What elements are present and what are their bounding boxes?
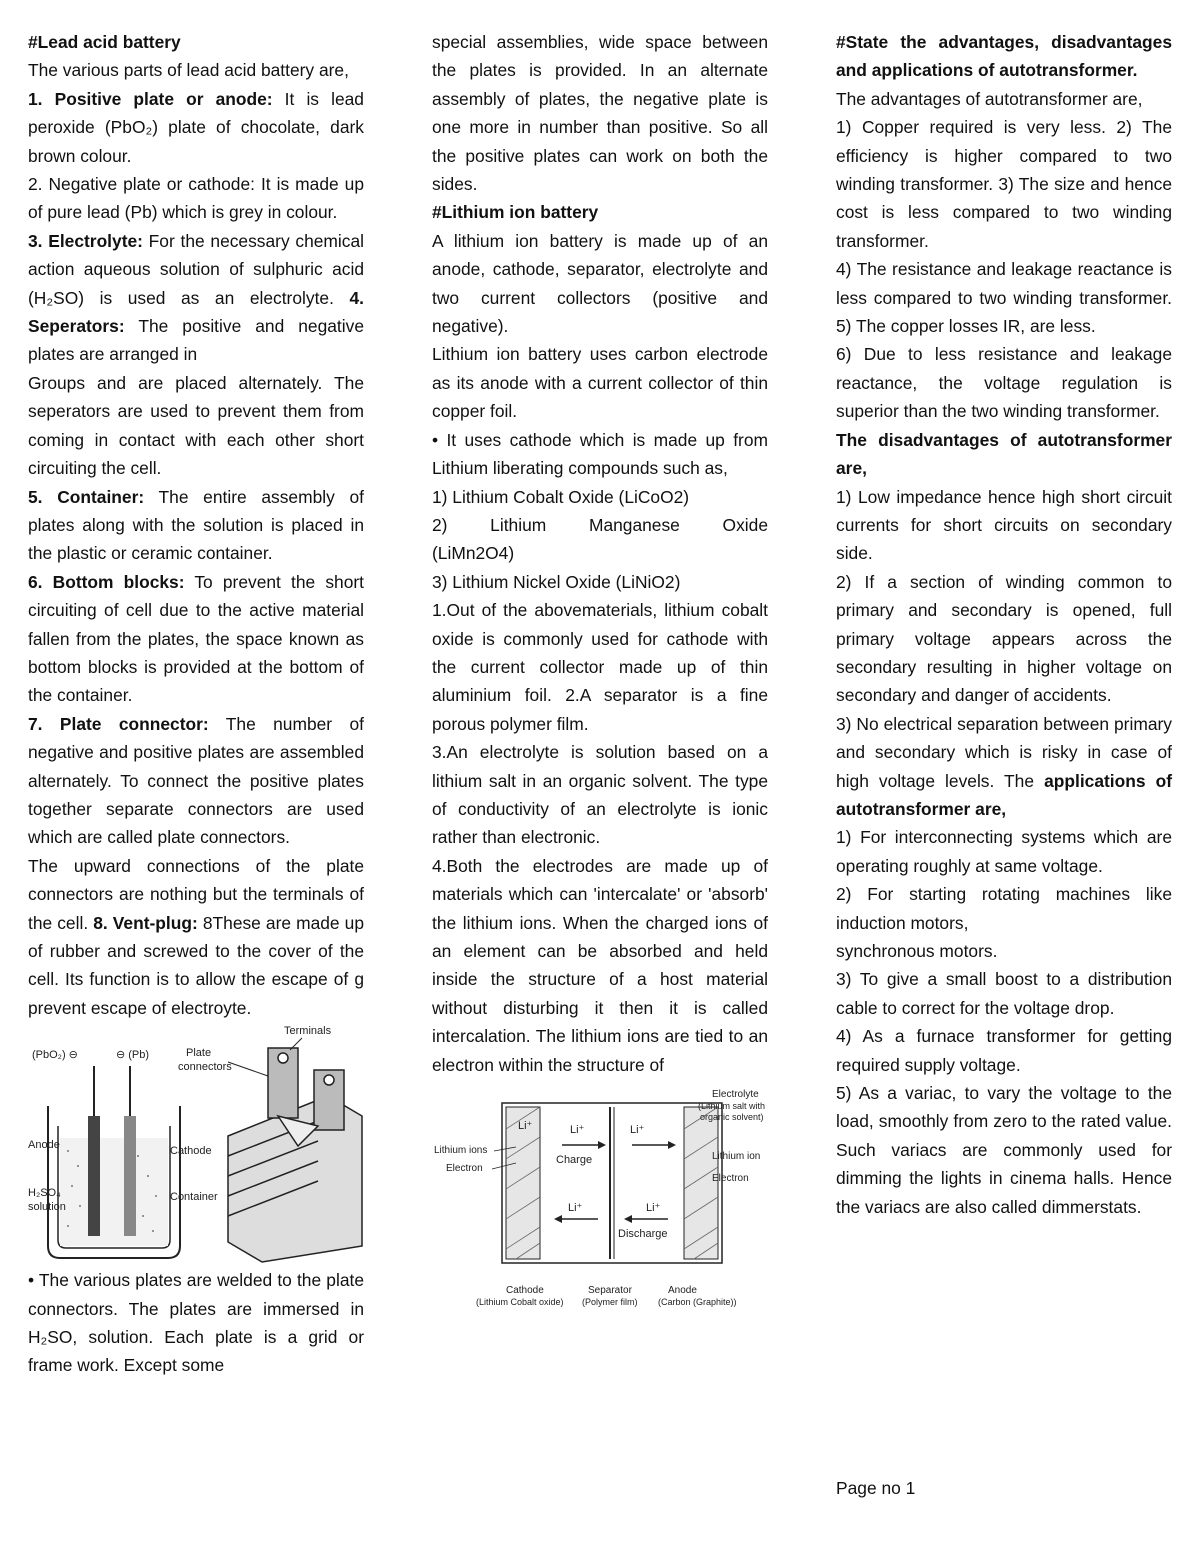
separator-fig-sub: (Polymer film) <box>582 1297 638 1308</box>
disadvantage-2: 2) If a section of winding common to primary and secondary is opened, full primary voltage appears across the secondary resulting in higher voltage on secondary and danger of accidents. <box>836 571 1172 706</box>
list-item-limn2o4: 2) Lithium Manganese Oxide <box>432 514 768 535</box>
application-5: 5) As a variac, to vary the voltage to the load, smoothly from zero to the rated value. Such variacs are commonly used for dimming the lights in cinema halls. Hence the variacs are also called dimmerstats. <box>836 1083 1172 1217</box>
anode-fig-label: Anode <box>668 1285 697 1297</box>
negative-plate-para: 2. Negative plate or cathode: It is made up of pure lead (Pb) which is grey in colour. <box>28 174 364 223</box>
electron-right-label: Electron <box>712 1173 749 1185</box>
charge-label: Charge <box>556 1154 593 1167</box>
application-1: 1) For interconnecting systems which are operating roughly at same voltage. <box>836 827 1172 876</box>
cathode-fig-label: Cathode <box>506 1285 544 1297</box>
lithium-intro-para: A lithium ion battery is made up of an anode, cathode, separator, electrolyte and two current collectors (positive and negative). <box>432 230 768 337</box>
bottom-blocks-para: 6. Bottom blocks: To prevent the short circuiting of cell due to the active material fallen from the plates, the space known as bottom blocks is provided at the bottom of the container. <box>28 571 364 706</box>
discharge-label: Discharge <box>618 1228 668 1241</box>
column-1 <box>28 28 364 1380</box>
special-assemblies-para: special assemblies, wide space between the plates is provided. In an alternate assembly of plates, the negative plate is one more in number than positive. So all the positive plates can work on both the sides. <box>432 32 768 195</box>
pbo2-label: (PbO₂) ⊖ <box>32 1049 78 1062</box>
container-para: 5. Container: The entire assembly of plates along with the solution is placed in the plastic or ceramic container. <box>28 486 365 564</box>
application-4: 4) As a furnace transformer for getting required supply voltage. <box>836 1026 1172 1075</box>
lead-acid-battery-figure <box>28 1026 364 1266</box>
anode-label: Anode <box>28 1139 60 1152</box>
separator-fig-label: Separator <box>588 1285 632 1297</box>
lithium-ions-label: Lithium ions <box>434 1145 488 1157</box>
carbon-electrode-para: Lithium ion battery uses carbon electrode as its anode with a current collector of thin copper foil. <box>432 344 768 422</box>
plate-connectors-label-2: connectors <box>178 1061 232 1074</box>
cathode-compounds-para: • It uses cathode which is made up from Lithium liberating compounds such as, <box>432 429 768 479</box>
lead-acid-heading: #Lead acid battery <box>28 32 181 52</box>
pb-label: ⊖ (Pb) <box>116 1049 150 1062</box>
advantages-6: 6) Due to less resistance and leakage reactance, the voltage regulation is superior than the two winding transformer. <box>836 344 1172 422</box>
li-ion-3: Li⁺ <box>630 1124 645 1137</box>
advantages-1-3: 1) Copper required is very less. 2) The efficiency is higher compared to two winding transformer. 3) The size and hence cost is less compared to two winding transformer. <box>836 117 1172 251</box>
lithium-ion-battery-figure <box>432 1089 768 1329</box>
application-3: 3) To give a small boost to a distribution cable to correct for the voltage drop. <box>836 969 1172 1018</box>
intro-text: The various parts of lead acid battery are, <box>28 60 349 81</box>
list-item-linio2: 3) Lithium Nickel Oxide (LiNiO2) <box>432 571 681 592</box>
application-2-cont: synchronous motors. <box>836 941 998 961</box>
cathode-label: Cathode <box>170 1145 212 1158</box>
electrolyte-sub-2: organic solvent) <box>700 1112 764 1123</box>
anode-fig-sub: (Carbon (Graphite)) <box>658 1297 737 1308</box>
terminals-label: Terminals <box>284 1026 332 1038</box>
welded-plates-para: • The various plates are welded to the plate connectors. The plates are immersed in H₂SO, solution. Each plate is a grid or frame work. Except some <box>28 1270 364 1376</box>
page-number: Page no 1 <box>836 1478 916 1498</box>
li-ion-4: Li⁺ <box>568 1202 583 1215</box>
intercalation-para: 4.Both the electrodes are made up of materials which can 'intercalate' or 'absorb' the lithium ions. When the charged ions of an element can be absorbed and held inside the structure of a host material without disturbing it then it is called intercalation. The lithium ions are tied to an electron within the structure of <box>432 855 768 1075</box>
column-3 <box>836 28 1172 1221</box>
li-ion-5: Li⁺ <box>646 1202 661 1215</box>
lithium-heading: #Lithium ion battery <box>432 202 599 223</box>
cathode-fig-sub: (Lithium Cobalt oxide) <box>476 1297 564 1308</box>
advantages-intro: The advantages of autotransformer are, <box>836 88 1143 109</box>
application-2: 2) For starting rotating machines like induction motors, <box>836 884 1172 933</box>
list-item-limn2o4-cont: (LiMn2O4) <box>432 543 515 564</box>
plate-connectors-label: Plate <box>186 1047 212 1060</box>
vent-plug-para: The upward connections of the plate connectors are nothing but the terminals of the cell. 8. Vent-plug: 8These are made up of rubber and screwed to the cover of the cell. Its function is to allow the escape of g prevent escape of electroyte. <box>28 855 365 1018</box>
cobalt-oxide-para: 1.Out of the abovematerials, lithium cobalt oxide is commonly used for cathode with the current collector made up of thin aluminium foil. 2.A separator is a fine porous polymer film. <box>432 600 768 734</box>
disadvantage-3: 3) No electrical separation between primary and secondary which is risky in case of high voltage levels. The applications of autotransformer are, <box>836 713 1172 819</box>
positive-plate-para: 1. Positive plate or anode: It is lead peroxide (PbO₂) plate of chocolate, dark brown colour. <box>28 88 364 166</box>
separators-para: Groups and are placed alternately. The seperators are used to prevent them from coming in contact with each other short circuiting the cell. <box>28 372 364 479</box>
advantages-4-5: 4) The resistance and leakage reactance is less compared to two winding transformer. 5) The copper losses IR, are less. <box>836 259 1172 337</box>
electrolyte-sub-1: (Lithium salt with <box>698 1101 766 1112</box>
electron-label: Electron <box>446 1163 483 1175</box>
disadvantage-1: 1) Low impedance hence high short circuit currents for short circuits on secondary side. <box>836 486 1172 564</box>
li-ion-1: Li⁺ <box>518 1120 533 1133</box>
container-label: Container <box>170 1191 218 1204</box>
h2so4-label: H₂SO₄ <box>28 1187 61 1200</box>
list-item-licoo2: 1) Lithium Cobalt Oxide (LiCoO2) <box>432 486 690 507</box>
disadvantages-heading: The disadvantages of autotransformer are, <box>836 429 1172 479</box>
column-2 <box>432 28 768 1329</box>
electrolyte-label: Electrolyte <box>712 1089 759 1101</box>
solution-label: solution <box>28 1201 66 1214</box>
autotransformer-heading: #State the advantages, disadvantages and applications of autotransformer. <box>836 32 1172 81</box>
li-ion-2: Li⁺ <box>570 1124 585 1137</box>
lithium-ion-label: Lithium ion <box>712 1151 761 1163</box>
electrolyte-solution-para: 3.An electrolyte is solution based on a lithium salt in an organic solvent. The type of conductivity of an electrolyte is ionic rather than electronic. <box>432 742 768 848</box>
electrolyte-para: 3. Electrolyte: For the necessary chemical action aqueous solution of sulphuric acid (H₂SO) is used as an electrolyte. 4. Seperators: The positive and negative plates are arranged in <box>28 230 364 365</box>
plate-connector-para: 7. Plate connector: The number of negative and positive plates are assembled alternately. To connect the positive plates together separate connectors are used which are called plate connectors. <box>28 713 364 848</box>
